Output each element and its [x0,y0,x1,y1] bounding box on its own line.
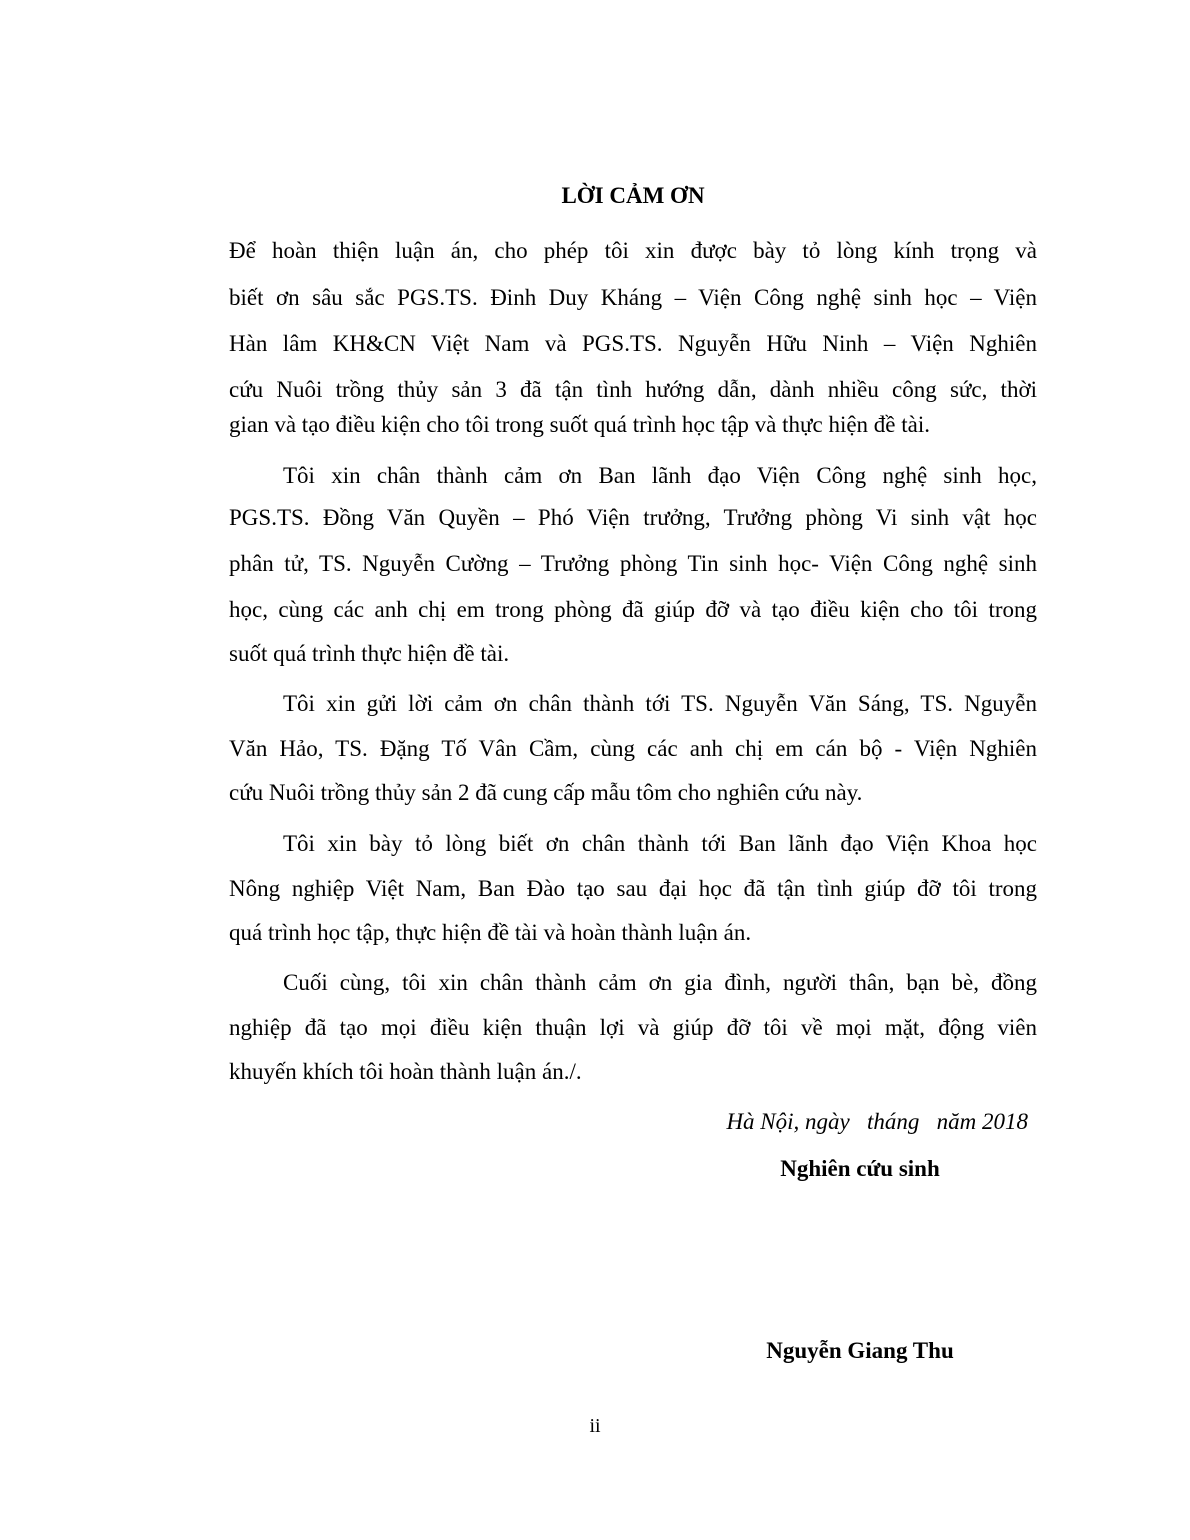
text-line: Nông nghiệp Việt Nam, Ban Đào tạo sau đại học đã tận tình giúp đỡ tôi trong [229,876,1037,901]
page-title: LỜI CẢM ƠN [561,183,705,208]
text-line: Để hoàn thiện luận án, cho phép tôi xin được bày tỏ lòng kính trọng và [229,238,1037,263]
text-line: Tôi xin gửi lời cảm ơn chân thành tới TS. Nguyễn Văn Sáng, TS. Nguyễn [283,691,1037,716]
text-line: gian và tạo điều kiện cho tôi trong suốt quá trình học tập và thực hiện đề tài. [229,412,931,437]
text-line: Tôi xin bày tỏ lòng biết ơn chân thành tới Ban lãnh đạo Viện Khoa học [283,831,1037,856]
text-line: Hàn lâm KH&CN Việt Nam và PGS.TS. Nguyễn Hữu Ninh – Viện Nghiên [229,331,1037,356]
text-line: suốt quá trình thực hiện đề tài. [229,641,510,666]
author-role: Nghiên cứu sinh [780,1156,940,1181]
text-line: học, cùng các anh chị em trong phòng đã giúp đỡ và tạo điều kiện cho tôi trong [229,597,1037,622]
author-name: Nguyễn Giang Thu [766,1338,954,1363]
text-line: quá trình học tập, thực hiện đề tài và hoàn thành luận án. [229,920,752,945]
text-line: PGS.TS. Đồng Văn Quyền – Phó Viện trưởng, Trưởng phòng Vi sinh vật học [229,505,1037,530]
text-line: cứu Nuôi trồng thủy sản 3 đã tận tình hướng dẫn, dành nhiều công sức, thời [229,377,1037,402]
text-line: phân tử, TS. Nguyễn Cường – Trưởng phòng Tin sinh học- Viện Công nghệ sinh [229,551,1037,576]
text-line: Tôi xin chân thành cảm ơn Ban lãnh đạo Viện Công nghệ sinh học, [283,463,1037,488]
page-number: ii [589,1415,601,1437]
text-line: Văn Hảo, TS. Đặng Tố Vân Cầm, cùng các anh chị em cán bộ - Viện Nghiên [229,736,1037,761]
text-line: nghiệp đã tạo mọi điều kiện thuận lợi và giúp đỡ tôi về mọi mặt, động viên [229,1015,1037,1040]
text-line: khuyến khích tôi hoàn thành luận án./. [229,1059,582,1084]
text-line: Cuối cùng, tôi xin chân thành cảm ơn gia đình, người thân, bạn bè, đồng [283,970,1037,995]
text-line: biết ơn sâu sắc PGS.TS. Đinh Duy Kháng – Viện Công nghệ sinh học – Viện [229,285,1037,310]
date-line: Hà Nội, ngày tháng năm 2018 [726,1109,1028,1134]
text-line: cứu Nuôi trồng thủy sản 2 đã cung cấp mẫu tôm cho nghiên cứu này. [229,780,863,805]
